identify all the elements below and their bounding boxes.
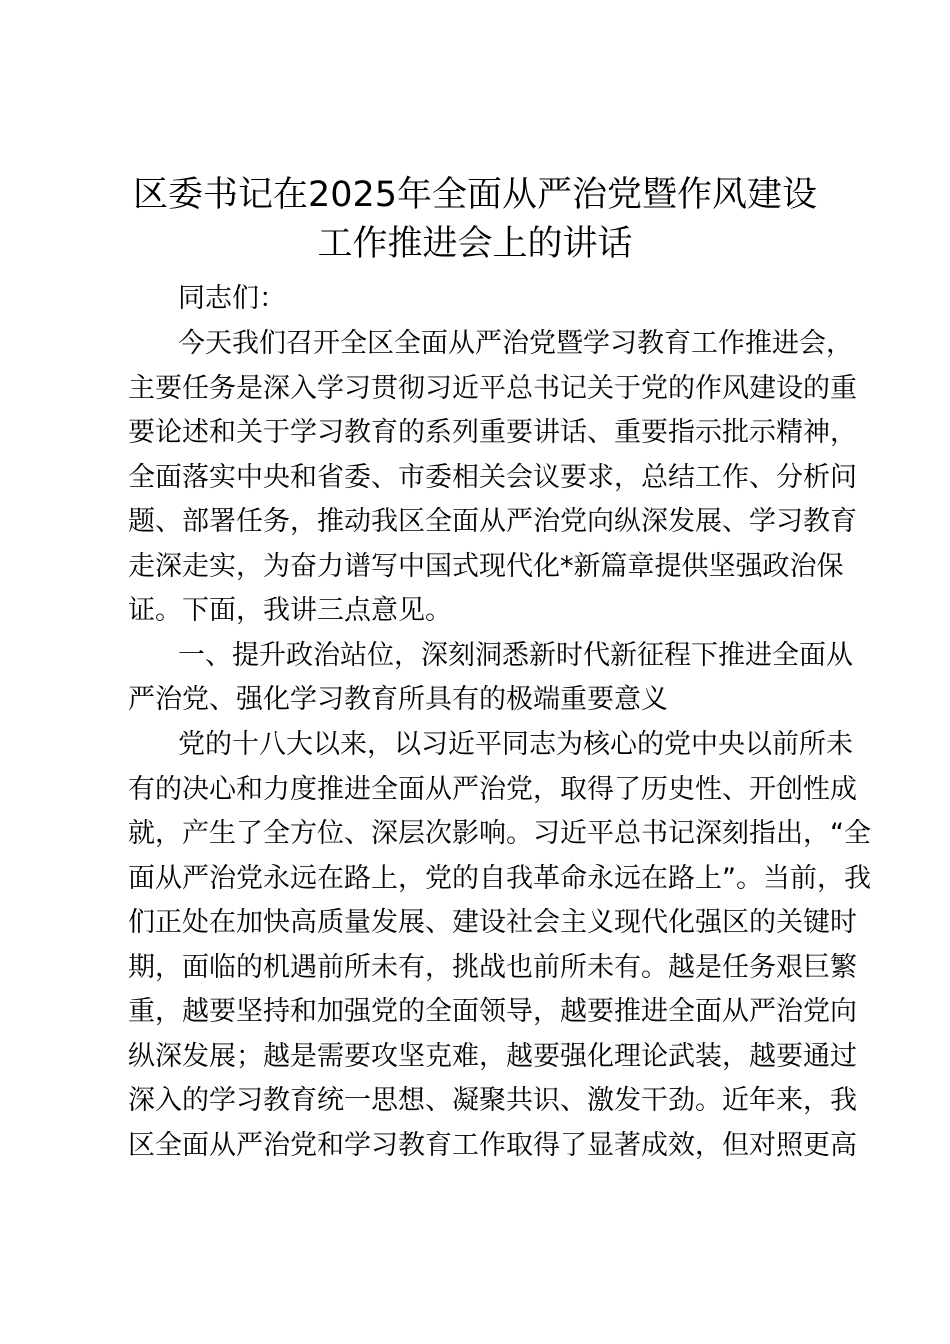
paragraph-line: 主要任务是深入学习贯彻习近平总书记关于党的作风建设的重 [128, 373, 857, 404]
paragraph-line: 要论述和关于学习教育的系列重要讲话、重要指示批示精神， [128, 417, 857, 448]
paragraph-line: 重，越要坚持和加强党的全面领导，越要推进全面从严治党向 [128, 996, 857, 1027]
paragraph-line: 今天我们召开全区全面从严治党暨学习教育工作推进会， [178, 328, 853, 359]
document-title-line-1: 区委书记在2025年全面从严治党暨作风建设 [132, 175, 818, 215]
paragraph-line: 题、部署任务，推动我区全面从严治党向纵深发展、学习教育 [128, 506, 857, 537]
paragraph-line: 全面落实中央和省委、市委相关会议要求，总结工作、分析问 [128, 462, 857, 493]
section-heading-line: 严治党、强化学习教育所具有的极端重要意义 [128, 684, 668, 715]
paragraph-line: 有的决心和力度推进全面从严治党，取得了历史性、开创性成 [128, 774, 857, 805]
paragraph-line: 就，产生了全方位、深层次影响。习近平总书记深刻指出，“全 [128, 818, 871, 849]
paragraph-line: 面从严治党永远在路上，党的自我革命永远在路上”。当前，我 [128, 863, 871, 894]
document-title-line-2: 工作推进会上的讲话 [317, 224, 633, 264]
paragraph-line: 证。下面，我讲三点意见。 [128, 595, 452, 626]
salutation: 同志们： [178, 283, 286, 314]
paragraph-line: 纵深发展；越是需要攻坚克难，越要强化理论武装，越要通过 [128, 1041, 857, 1072]
paragraph-line: 走深走实，为奋力谱写中国式现代化*新篇章提供坚强政治保 [128, 551, 844, 582]
paragraph-line: 党的十八大以来，以习近平同志为核心的党中央以前所未 [178, 729, 853, 760]
section-heading-line: 一、提升政治站位，深刻洞悉新时代新征程下推进全面从 [178, 640, 853, 671]
paragraph-line: 们正处在加快高质量发展、建设社会主义现代化强区的关键时 [128, 907, 857, 938]
paragraph-line: 期，面临的机遇前所未有，挑战也前所未有。越是任务艰巨繁 [128, 952, 857, 983]
paragraph-line: 区全面从严治党和学习教育工作取得了显著成效，但对照更高 [128, 1130, 857, 1161]
paragraph-line: 深入的学习教育统一思想、凝聚共识、激发干劲。近年来，我 [128, 1085, 857, 1116]
